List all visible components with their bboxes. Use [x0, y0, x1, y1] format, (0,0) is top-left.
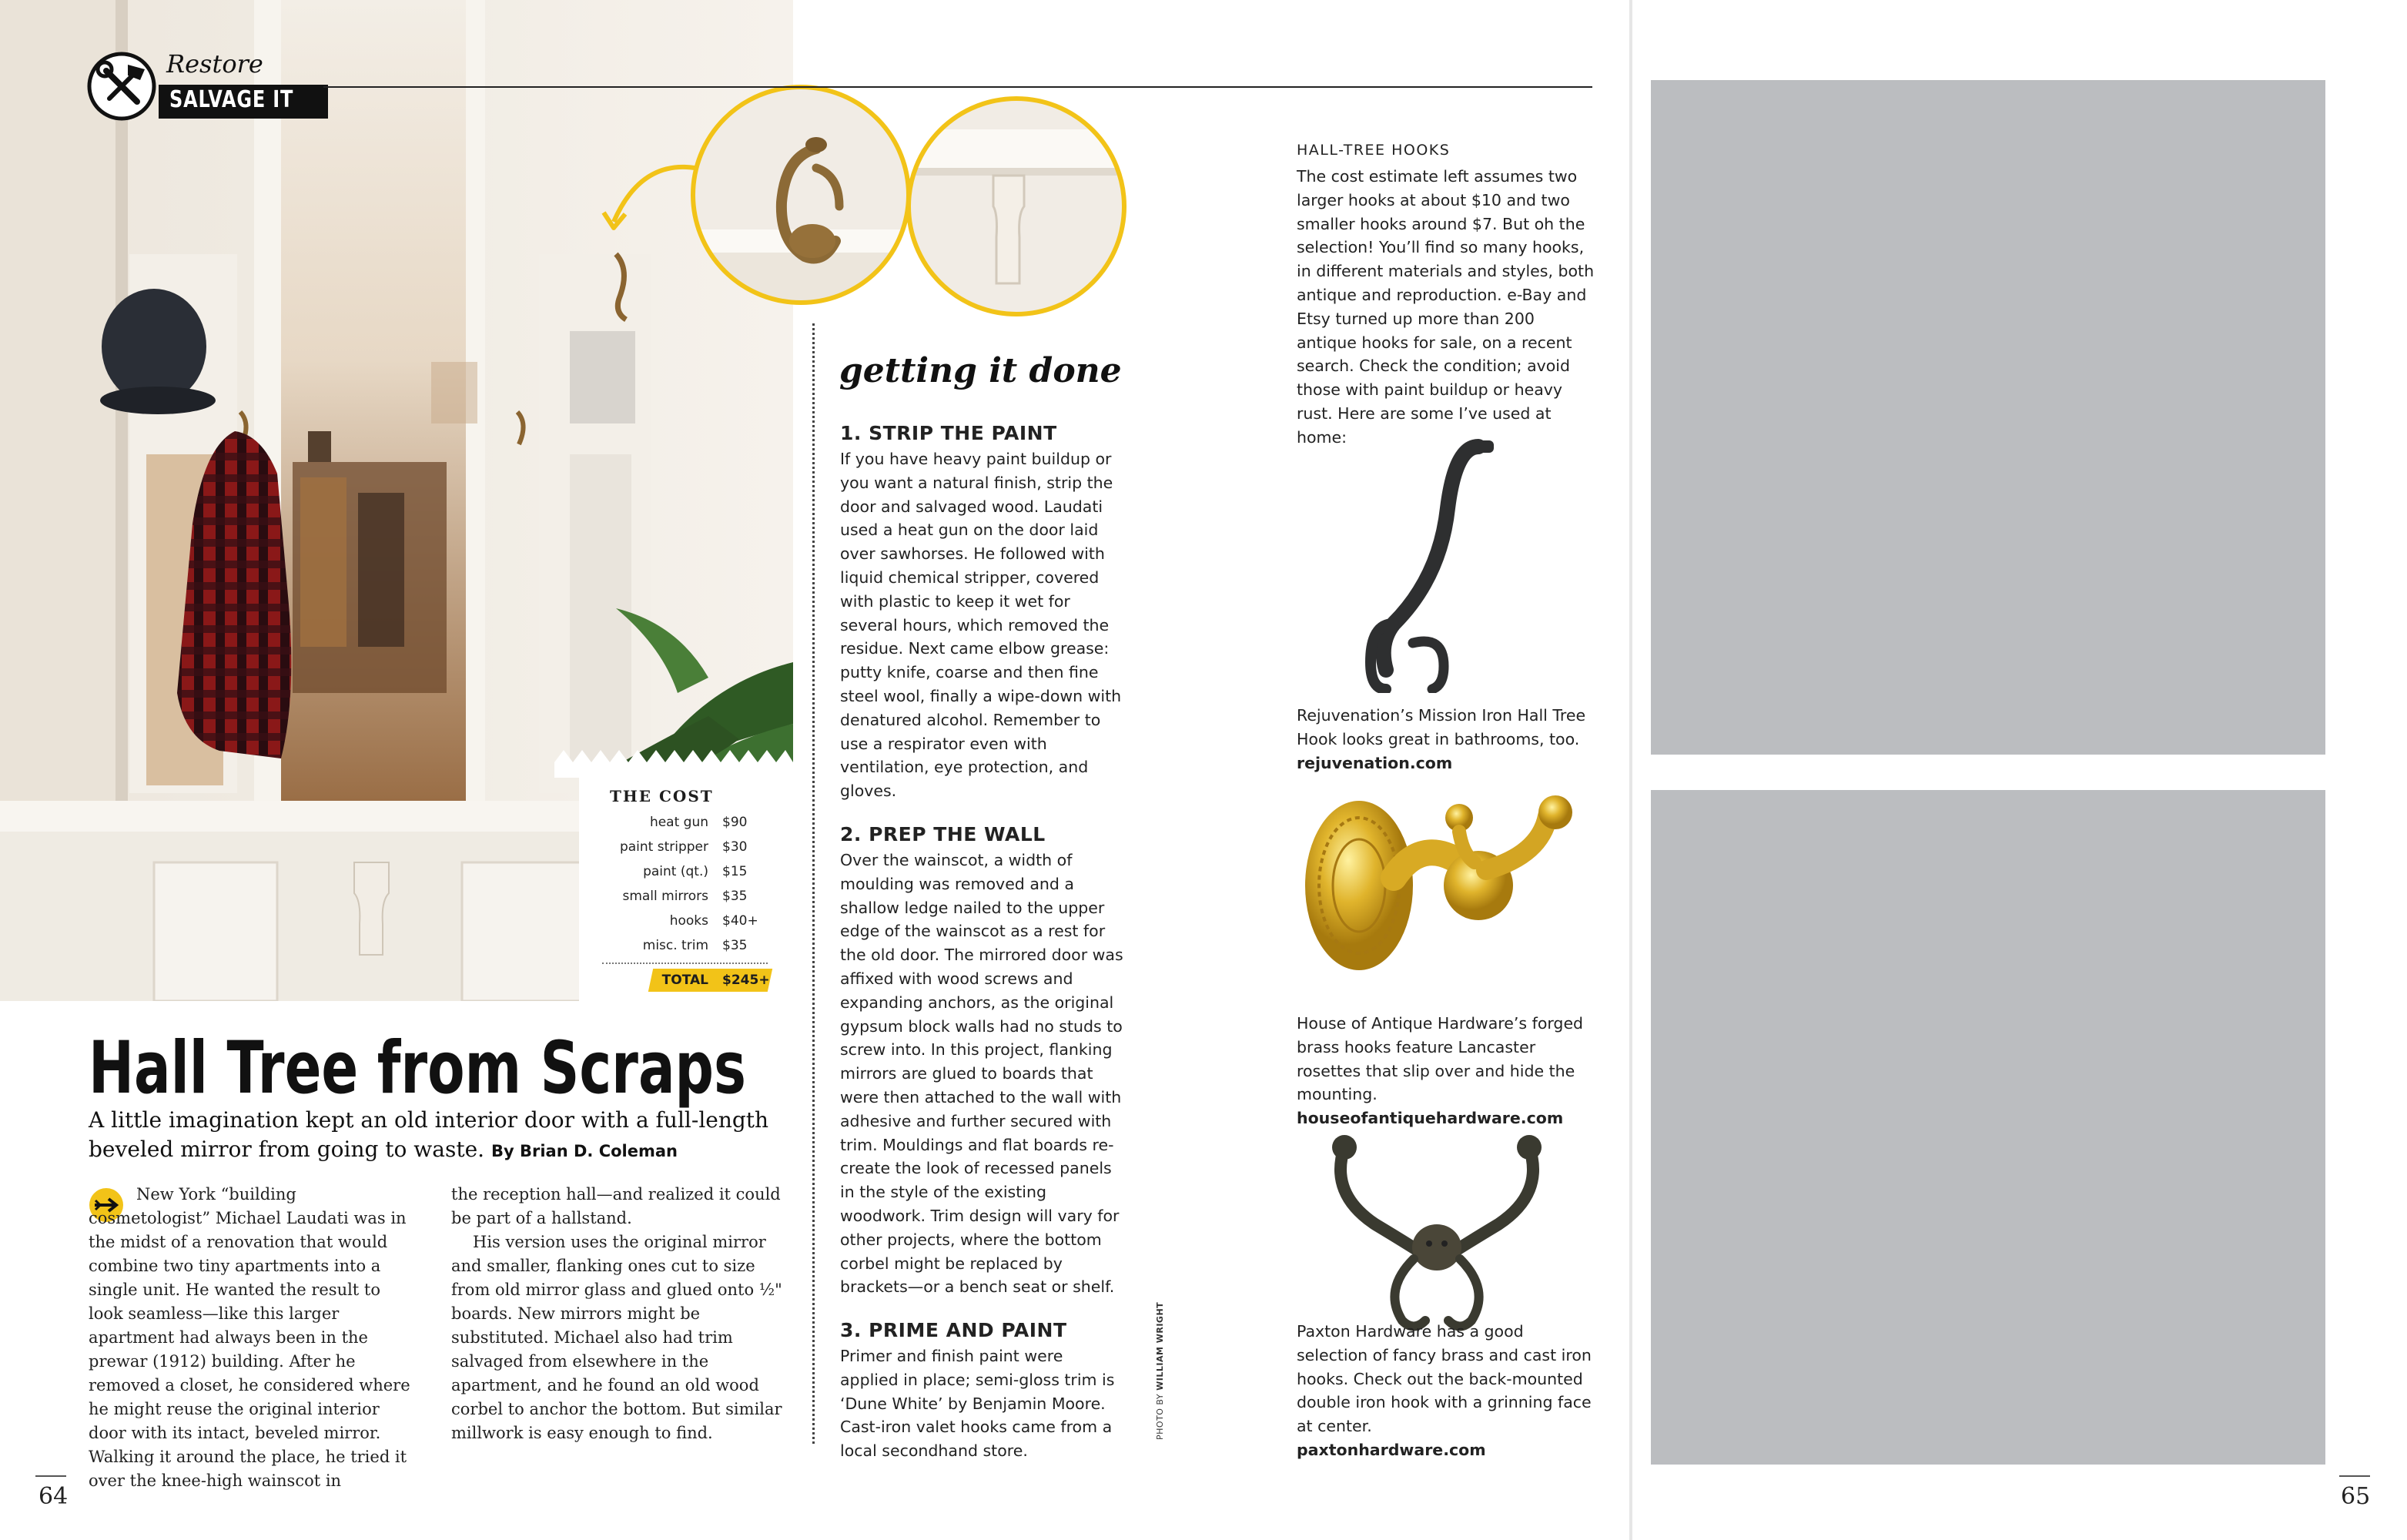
step-1-title: 1. STRIP THE PAINT: [840, 422, 1057, 444]
col1-paragraph: New York “building cosmetologist” Michael Laudati was in the midst of a renovation that would combine two tiny apartments into a single unit. He wanted the result to look seamless—like this larger apartment had always been in the prewar (1912) building. After he removed a closet, he considered where he might reuse the original interior door with its intact, beveled mirror. Walking it around the place, he tried it over the knee-high wainscot in: [89, 1185, 410, 1490]
cost-row: misc. trim $35: [642, 938, 748, 953]
cost-row: hooks $40+: [669, 913, 758, 929]
hook-1-link[interactable]: rejuvenation.com: [1297, 753, 1453, 772]
step-2-body: Over the wainscot, a width of moulding was removed and a shallow ledge nailed to the upper edge of the wainscot as a rest for the old door. The mirrored door was affixed with wood screws and expanding anchors, as the original gypsum block walls had no studs to screw into. In this project, flanking mirrors are glued to boards that were then attached to the wall with adhesive and further secured with trim. Mouldings and flat boards re-create the look of recessed panels in the style of the existing woodwork. Trim design will vary for other projects, where the bottom corbel might be replaced by brackets—or a bench seat or shelf.: [840, 850, 1123, 1297]
hooks-intro: The cost estimate left assumes two larger hooks at about $10 and two smaller hooks around $7. But oh the selection! You’ll find so many hooks, in different materials and styles, both antique and reproduction. e-Bay and Etsy turned up more than 200 antique hooks for sale, on a recent search. Check the condition; avoid those with paint buildup or heavy rust. Here are some I’ve used at home:: [1297, 167, 1595, 447]
folio-rule-left: [35, 1475, 66, 1477]
hook-1-text: Rejuvenation’s Mission Iron Hall Tree Hook looks great in bathrooms, too.: [1297, 706, 1586, 748]
column-divider: [812, 323, 815, 1444]
hook-1-caption: [1297, 704, 1597, 775]
hook-3-caption: [1297, 1320, 1597, 1462]
mission-iron-hook-image: [1355, 439, 1509, 693]
cost-row: paint (qt.) $15: [643, 864, 748, 879]
photo-credit: [1155, 1302, 1165, 1440]
step-3-title: 3. PRIME AND PAINT: [840, 1319, 1067, 1342]
article-title: Hall Tree from Scraps: [89, 1026, 746, 1110]
step-3-body: Primer and finish paint were applied in place; semi-gloss trim is ‘Dune White’ by Benjamin Moore. Cast-iron valet hooks came from a local secondhand store.: [840, 1347, 1115, 1461]
step-2-title: 2. PREP THE WALL: [840, 822, 1046, 845]
col2-paragraph-1: the reception hall—and realized it could be part of a hallstand.: [451, 1185, 781, 1227]
hook-zoom-detail: [585, 68, 1140, 345]
cost-divider: [602, 962, 768, 964]
cost-row: heat gun $90: [649, 815, 748, 830]
deck-text: A little imagination kept an old interior door with a full-length beveled mirror from going to waste.: [89, 1107, 769, 1162]
page-gutter: [1629, 0, 1632, 1540]
cost-total-label: TOTAL: [661, 973, 708, 988]
photo-credit-label: PHOTO BY: [1155, 1393, 1165, 1440]
photo-credit-name: WILLIAM WRIGHT: [1155, 1301, 1165, 1391]
article-deck: [89, 1106, 782, 1166]
cost-total-row: [601, 967, 770, 993]
cost-list: [601, 810, 758, 958]
cost-heading: THE COST: [610, 787, 714, 805]
col2-paragraph-2: His version uses the original mirror and smaller, flanking ones cut to size from old mirror glass and glued onto ½" boards. New mirrors might be substituted. Michael also had trim salvaged from elsewhere in the apartment, and he found an old wood corbel to anchor the bottom. But similar millwork is easy enough to find.: [451, 1233, 782, 1442]
paxton-double-hook-image: [1314, 1132, 1560, 1332]
hook-3-link[interactable]: paxtonhardware.com: [1297, 1440, 1486, 1459]
article-col-1: [89, 1183, 420, 1493]
steps-heading: getting it done: [839, 351, 1122, 390]
hammer-wrench-icon: [86, 51, 157, 122]
page-number-left: 64: [38, 1483, 69, 1510]
page-number-right: 65: [2341, 1483, 2371, 1510]
section-label: Restore: [166, 49, 263, 79]
hook-2-caption: [1297, 1012, 1597, 1130]
subsection-label-text: SALVAGE IT: [169, 86, 294, 113]
step-1-body: If you have heavy paint buildup or you want a natural finish, strip the door and salvaged wood. Laudati used a heat gun on the door laid over sawhorses. He followed with liquid chemical stripper, covered with plastic to keep it wet for several hours, which removed the residue. Next came elbow grease: putty knife, coarse and then fine steel wool, finally a wipe-down with denatured alcohol. Remember to use a respirator even with ventilation, eye protection, and gloves.: [840, 450, 1122, 801]
header-rule: [323, 86, 1592, 88]
cost-row: small mirrors $35: [622, 889, 748, 904]
hook-2-link[interactable]: houseofantiquehardware.com: [1297, 1109, 1564, 1128]
cost-row: paint stripper $30: [619, 839, 748, 855]
folio-rule-right: [2339, 1475, 2370, 1477]
hooks-heading: HALL-TREE HOOKS: [1297, 142, 1451, 159]
steps-column: [840, 422, 1125, 1463]
image-placeholder-bottom: [1651, 790, 2325, 1465]
image-placeholder-top: [1651, 80, 2325, 755]
byline: By Brian D. Coleman: [490, 1142, 678, 1160]
article-col-2: [451, 1183, 790, 1445]
hook-2-text: House of Antique Hardware’s forged brass hooks feature Lancaster rosettes that slip over and hide the mounting.: [1297, 1014, 1584, 1104]
cost-total-value: $245+: [722, 973, 770, 988]
cost-zigzag-edge: [554, 747, 793, 778]
hook-3-text: Paxton Hardware has a good selection of fancy brass and cast iron hooks. Check out the back-mounted double iron hook with a grinning face at center.: [1297, 1322, 1592, 1436]
brass-rosette-hook-image: [1301, 785, 1578, 986]
